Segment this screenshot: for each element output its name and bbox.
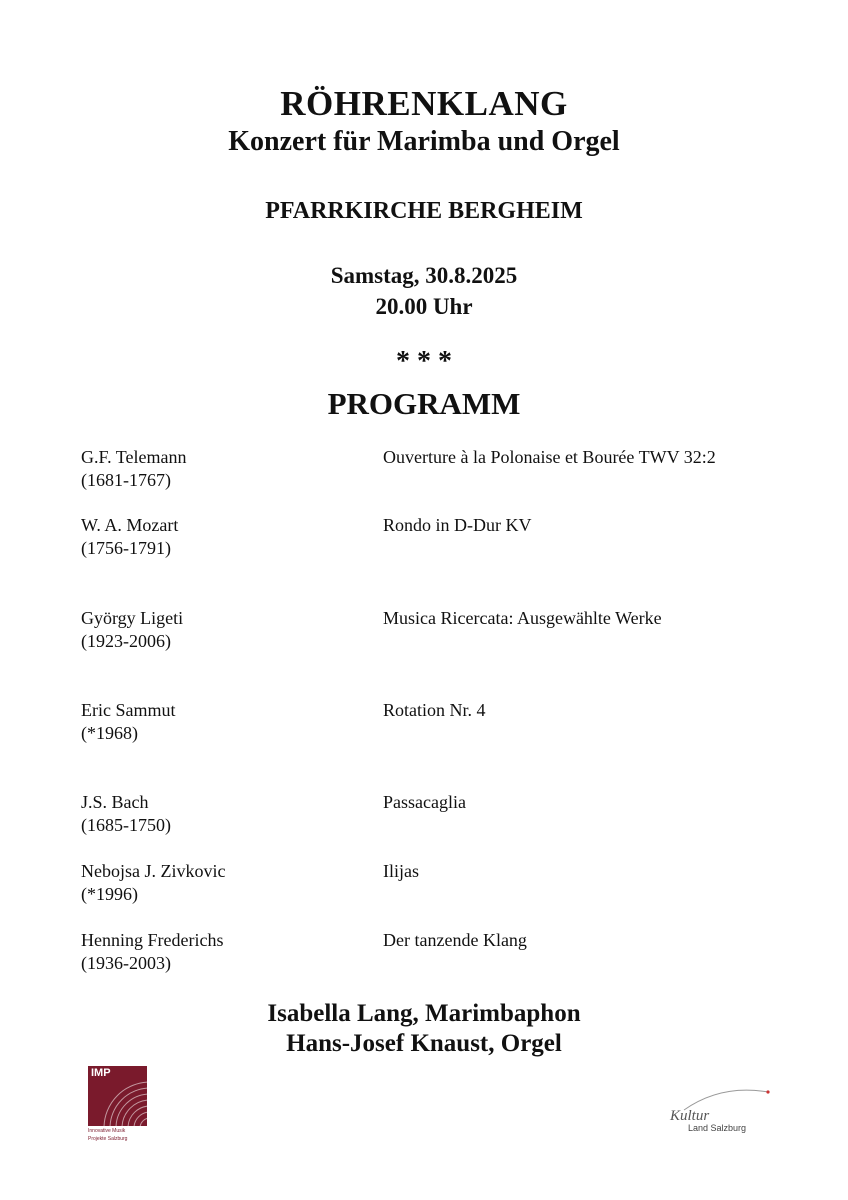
composer-name: J.S. Bach [81, 792, 149, 812]
composer-name: Nebojsa J. Zivkovic [81, 861, 226, 881]
composer [81, 791, 171, 837]
concert-time: 20.00 Uhr [375, 294, 473, 319]
composer-name: György Ligeti [81, 608, 184, 628]
imp-logo [88, 1066, 148, 1142]
composer-years: (1923-2006) [81, 631, 171, 651]
composer-years: (*1996) [81, 884, 138, 904]
composer-years: (*1968) [81, 723, 138, 743]
composer-years: (1756-1791) [81, 538, 171, 558]
performer-organ: Hans-Josef Knaust, Orgel [286, 1030, 562, 1057]
concert-date: Samstag, 30.8.2025 [330, 263, 518, 288]
work-title: Rotation Nr. 4 [383, 700, 486, 720]
composer [81, 699, 175, 745]
venue: PFARRKIRCHE BERGHEIM [265, 198, 583, 224]
composer [81, 860, 225, 906]
concert-title: RÖHRENKLANG [280, 84, 568, 123]
composer-years: (1685-1750) [81, 815, 171, 835]
work-title: Ilijas [383, 861, 419, 881]
composer [81, 446, 186, 492]
composer [81, 514, 178, 560]
performer-marimba: Isabella Lang, Marimbaphon [267, 1000, 581, 1027]
land-salzburg-text: Land Salzburg [688, 1123, 747, 1133]
composer-name: W. A. Mozart [81, 515, 179, 535]
work-title: Musica Ricercata: Ausgewählte Werke [383, 608, 662, 628]
work-title: Der tanzende Klang [383, 930, 527, 950]
work-title: Rondo in D-Dur KV [383, 515, 532, 535]
date-time [0, 260, 848, 322]
program-heading: PROGRAMM [327, 386, 521, 421]
imp-caption-2: Projekte Salzburg [88, 1136, 128, 1142]
concert-subtitle: Konzert für Marimba und Orgel [228, 126, 620, 157]
composer [81, 929, 223, 975]
composer [81, 607, 183, 653]
imp-arcs-icon [88, 1066, 147, 1126]
imp-logo-text: IMP [91, 1067, 111, 1079]
work-title: Passacaglia [383, 792, 466, 812]
composer-name: Henning Frederichs [81, 930, 224, 950]
work-title: Ouverture à la Polonaise et Bourée TWV 32:2 [383, 447, 716, 467]
imp-logo-mark [88, 1066, 147, 1126]
separator: * * * [396, 346, 452, 377]
composer-years: (1681-1767) [81, 470, 171, 490]
composer-name: G.F. Telemann [81, 447, 187, 467]
imp-caption-1: Innovative Musik [88, 1128, 126, 1134]
kultur-text: Kultur [670, 1108, 710, 1124]
composer-name: Eric Sammut [81, 700, 176, 720]
kultur-land-salzburg-logo [666, 1086, 776, 1146]
composer-years: (1936-2003) [81, 953, 171, 973]
